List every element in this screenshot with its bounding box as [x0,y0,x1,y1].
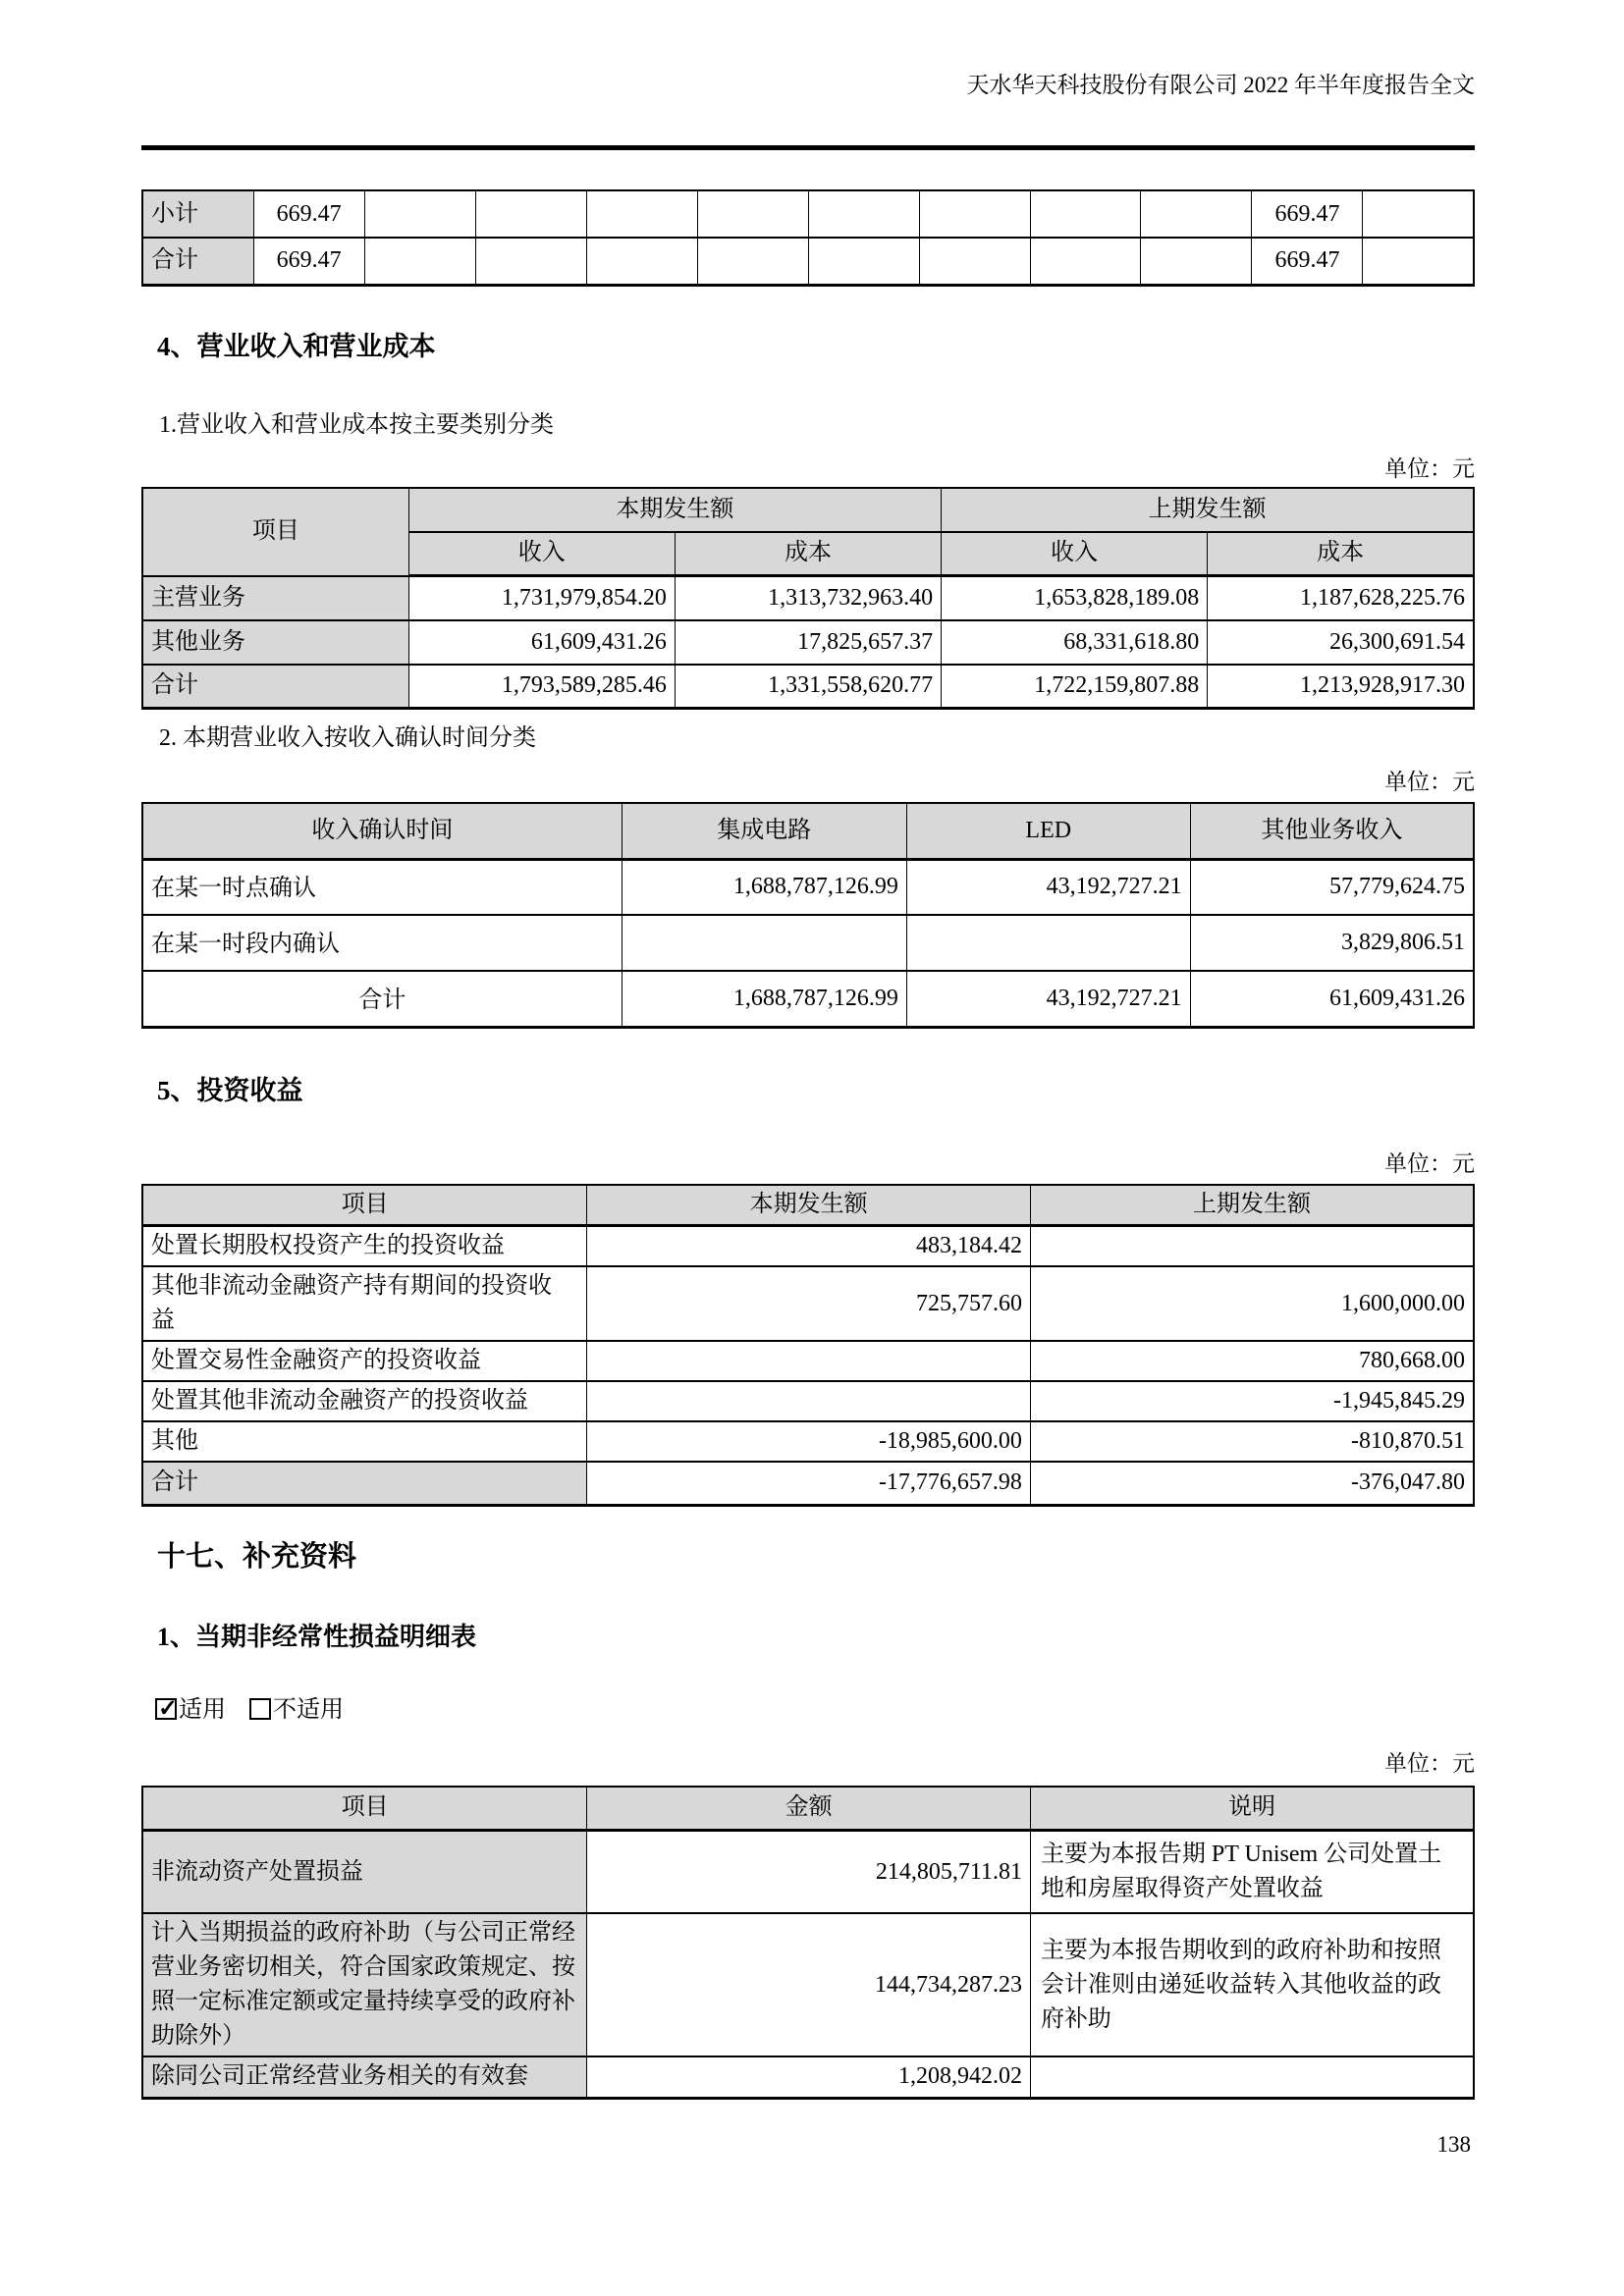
applicable-label: 适用 [179,1696,226,1723]
value-cell: -376,047.80 [1030,1462,1474,1505]
col-header-prior-period: 上期发生额 [942,488,1474,532]
table-row [142,1341,1474,1381]
value-cell: -17,776,657.98 [587,1462,1031,1505]
value-cell: 1,653,828,189.08 [942,576,1208,620]
revenue-by-timing-table [141,802,1475,1029]
value-cell: 483,184.42 [587,1226,1031,1267]
col-header-led: LED [906,803,1190,859]
value-cell: -1,945,845.29 [1030,1381,1474,1421]
value-cell: 61,609,431.26 [1190,971,1474,1027]
value-cell [587,1381,1031,1421]
section-17-heading: 十七、补充资料 [157,1540,357,1573]
value-cell: 61,609,431.26 [408,620,675,665]
investment-income-table [141,1184,1475,1507]
non-recurring-items-table [141,1786,1475,2100]
row-label-cell: 合计 [142,665,408,709]
table-row [142,1381,1474,1421]
value-cell: 26,300,691.54 [1208,620,1474,665]
table-row [142,1913,1474,2056]
table-row [142,1226,1474,1267]
table-row [142,620,1474,665]
value-cell: 1,208,942.02 [587,2056,1031,2098]
unit-label: 单位：元 [1384,1150,1475,1176]
value-cell: 57,779,624.75 [1190,859,1474,915]
note-cell: 主要为本报告期收到的政府补助和按照会计准则由递延收益转入其他收益的政府补助 [1030,1913,1474,2056]
value-cell: 780,668.00 [1030,1341,1474,1381]
value-cell: 43,192,727.21 [906,859,1190,915]
row-label-cell: 除同公司正常经营业务相关的有效套 [142,2056,587,2098]
value-cell: 1,331,558,620.77 [675,665,941,709]
col-header-income: 收入 [408,532,675,576]
empty-cell [1363,190,1474,238]
table-row [142,915,1474,971]
value-cell: 17,825,657.37 [675,620,941,665]
col-header-current-period: 本期发生额 [408,488,941,532]
table-row [142,1421,1474,1462]
value-cell: 1,187,628,225.76 [1208,576,1474,620]
value-cell [622,915,906,971]
subsection-4-2-heading: 2. 本期营业收入按收入确认时间分类 [159,725,536,751]
empty-cell [475,190,586,238]
value-cell [587,1341,1031,1381]
empty-cell [919,238,1030,285]
not-applicable-label: 不适用 [273,1696,344,1723]
table-header-row [142,1185,1474,1226]
col-header-note: 说明 [1030,1787,1474,1831]
value-cell: 725,757.60 [587,1266,1031,1341]
col-header-current: 本期发生额 [587,1185,1031,1226]
col-header-item: 项目 [142,1787,587,1831]
carryover-table [141,189,1475,287]
row-label-cell: 处置长期股权投资产生的投资收益 [142,1226,587,1267]
empty-cell [364,190,475,238]
applicability-line [155,1695,1475,1725]
row-label-cell: 在某一时点确认 [142,859,622,915]
col-header-timing: 收入确认时间 [142,803,622,859]
table-header-row [142,803,1474,859]
subsection-17-1-heading: 1、当期非经常性损益明细表 [157,1622,477,1651]
table-header-row [142,488,1474,532]
value-cell: 1,722,159,807.88 [942,665,1208,709]
empty-cell [586,238,697,285]
row-label-cell: 处置交易性金融资产的投资收益 [142,1341,587,1381]
value-cell: 144,734,287.23 [587,1913,1031,2056]
row-label-cell: 其他业务 [142,620,408,665]
table-row [142,576,1474,620]
subtotal-label-cell: 小计 [142,190,253,238]
row-label-cell: 合计 [142,971,622,1027]
empty-cell [697,238,808,285]
col-header-ic: 集成电路 [622,803,906,859]
table-total-row [142,665,1474,709]
value-cell: 1,313,732,963.40 [675,576,941,620]
col-header-prior: 上期发生额 [1030,1185,1474,1226]
total-value-cell: 669.47 [1252,238,1363,285]
empty-cell [364,238,475,285]
report-header-title: 天水华天科技股份有限公司 2022 年半年度报告全文 [966,73,1475,97]
table-row [142,2056,1474,2098]
value-cell: -810,870.51 [1030,1421,1474,1462]
total-row [142,238,1474,285]
value-cell: 1,213,928,917.30 [1208,665,1474,709]
table-row [142,1266,1474,1341]
unit-label: 单位：元 [1384,455,1475,481]
unit-label: 单位：元 [1384,770,1475,794]
value-cell: 1,731,979,854.20 [408,576,675,620]
value-cell [1030,1226,1474,1267]
value-cell: 1,600,000.00 [1030,1266,1474,1341]
row-label-cell: 合计 [142,1462,587,1505]
subtotal-value-cell: 669.47 [253,190,364,238]
value-cell: 214,805,711.81 [587,1831,1031,1914]
subsection-4-1-heading: 1.营业收入和营业成本按主要类别分类 [159,411,554,438]
checkbox-unchecked-icon [249,1698,271,1720]
empty-cell [919,190,1030,238]
row-label-cell: 其他 [142,1421,587,1462]
col-header-other: 其他业务收入 [1190,803,1474,859]
value-cell: 1,793,589,285.46 [408,665,675,709]
table-row [142,1831,1474,1914]
page-number: 138 [1436,2132,1471,2157]
col-header-item: 项目 [142,1185,587,1226]
row-label-cell: 非流动资产处置损益 [142,1831,587,1914]
row-label-cell: 其他非流动金融资产持有期间的投资收益 [142,1266,587,1341]
empty-cell [1141,190,1252,238]
revenue-cost-table [141,487,1475,711]
value-cell: 68,331,618.80 [942,620,1208,665]
subtotal-row [142,190,1474,238]
col-header-cost: 成本 [675,532,941,576]
empty-cell [697,190,808,238]
header-rule [141,145,1475,150]
value-cell: 1,688,787,126.99 [622,859,906,915]
note-cell: 主要为本报告期 PT Unisem 公司处置土地和房屋取得资产处置收益 [1030,1831,1474,1914]
empty-cell [1141,238,1252,285]
col-header-amount: 金额 [587,1787,1031,1831]
empty-cell [1030,190,1141,238]
table-total-row [142,971,1474,1027]
row-label-cell: 主营业务 [142,576,408,620]
empty-cell [808,190,919,238]
empty-cell [1030,238,1141,285]
note-cell [1030,2056,1474,2098]
empty-cell [1363,238,1474,285]
row-label-cell: 在某一时段内确认 [142,915,622,971]
empty-cell [808,238,919,285]
empty-cell [586,190,697,238]
value-cell [906,915,1190,971]
value-cell: 1,688,787,126.99 [622,971,906,1027]
section-5-heading: 5、投资收益 [157,1075,303,1105]
not-applicable-option [249,1697,344,1723]
value-cell: -18,985,600.00 [587,1421,1031,1462]
col-header-income: 收入 [942,532,1208,576]
row-label-cell: 处置其他非流动金融资产的投资收益 [142,1381,587,1421]
total-value-cell: 669.47 [253,238,364,285]
table-row [142,859,1474,915]
col-header-cost: 成本 [1208,532,1474,576]
table-header-row [142,1787,1474,1831]
section-4-heading: 4、营业收入和营业成本 [157,331,436,361]
col-header-item: 项目 [142,488,408,576]
applicable-option [155,1697,226,1723]
value-cell: 3,829,806.51 [1190,915,1474,971]
checkbox-checked-icon [155,1698,177,1720]
value-cell: 43,192,727.21 [906,971,1190,1027]
total-label-cell: 合计 [142,238,253,285]
subtotal-value-cell: 669.47 [1252,190,1363,238]
unit-label: 单位：元 [1384,1750,1475,1776]
table-total-row [142,1462,1474,1505]
empty-cell [475,238,586,285]
row-label-cell: 计入当期损益的政府补助（与公司正常经营业务密切相关，符合国家政策规定、按照一定标准定额或定量持续享受的政府补助除外） [142,1913,587,2056]
